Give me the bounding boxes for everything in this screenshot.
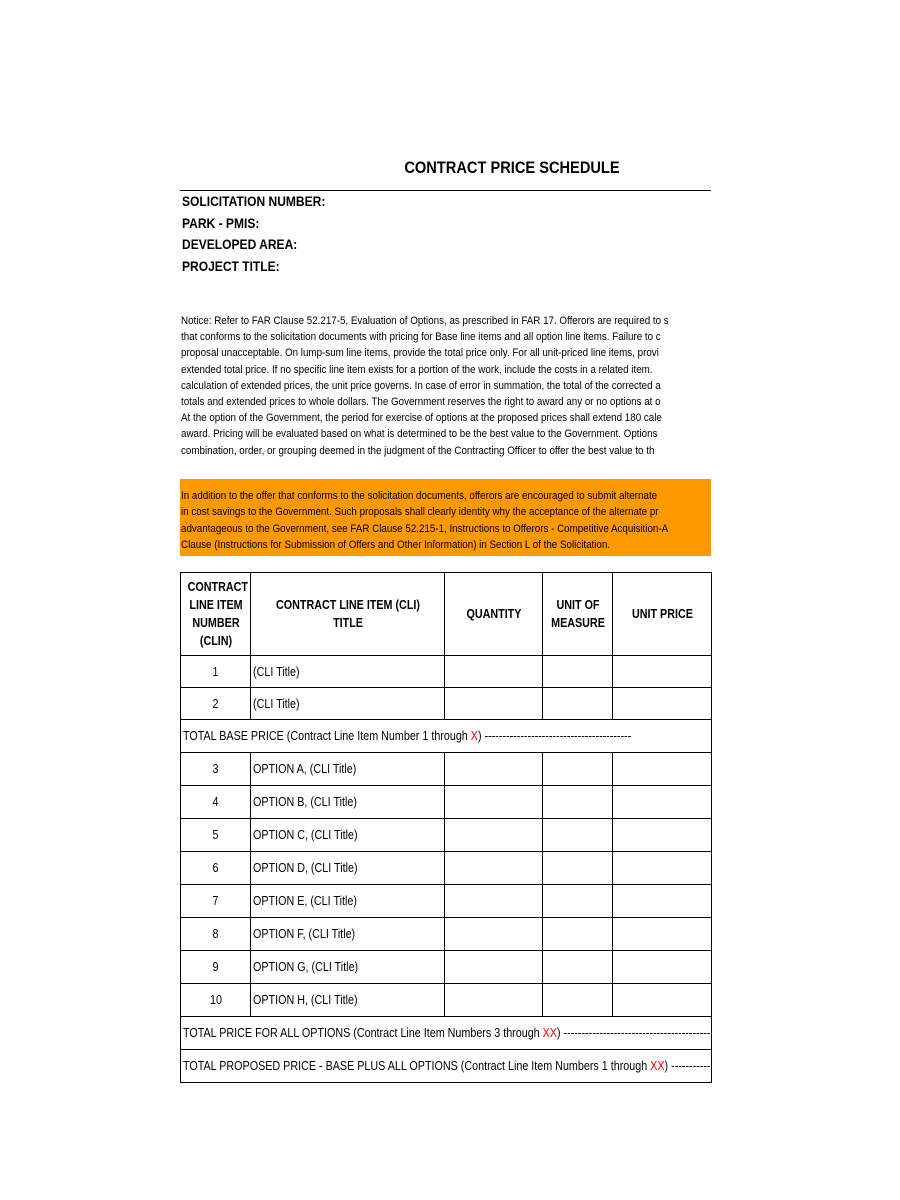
title-cell[interactable]: OPTION H, (CLI Title) bbox=[251, 984, 445, 1017]
total-options-row bbox=[181, 1017, 712, 1050]
quantity-column-header: QUANTITY bbox=[445, 573, 543, 656]
unit-price-cell[interactable] bbox=[613, 852, 712, 885]
clin-cell: 8 bbox=[181, 918, 251, 951]
unit-of-measure-cell[interactable] bbox=[543, 885, 613, 918]
unit-of-measure-cell[interactable] bbox=[543, 786, 613, 819]
quantity-cell[interactable] bbox=[445, 852, 543, 885]
unit-price-cell[interactable] bbox=[613, 656, 712, 688]
table-row bbox=[181, 688, 712, 720]
quantity-cell[interactable] bbox=[445, 885, 543, 918]
placeholder-marker: XX bbox=[650, 1059, 665, 1073]
table-row bbox=[181, 885, 712, 918]
placeholder-marker: XX bbox=[542, 1026, 558, 1040]
clin-cell: 9 bbox=[181, 951, 251, 984]
total-base-price-row bbox=[181, 720, 712, 753]
table-row bbox=[181, 918, 712, 951]
unit-price-cell[interactable] bbox=[613, 786, 712, 819]
park-pmis-label: PARK - PMIS: bbox=[182, 214, 260, 231]
unit-of-measure-cell[interactable] bbox=[543, 984, 613, 1017]
table-row bbox=[181, 819, 712, 852]
clin-cell: 10 bbox=[181, 984, 251, 1017]
quantity-cell[interactable] bbox=[445, 951, 543, 984]
total-proposed-price-cell[interactable]: TOTAL PROPOSED PRICE - BASE PLUS ALL OPTIONS (Contract Line Item Numbers 1 through XX) ----------- bbox=[181, 1050, 712, 1083]
clin-cell: 7 bbox=[181, 885, 251, 918]
clin-cell: 5 bbox=[181, 819, 251, 852]
total-options-cell[interactable]: TOTAL PRICE FOR ALL OPTIONS (Contract Line Item Numbers 3 through XX) ----------------------------------------- bbox=[181, 1017, 712, 1050]
header-fields bbox=[182, 191, 582, 278]
notice-line: proposal unacceptable. On lump-sum line items, provide the total price only. For all unit-priced line items, provi bbox=[181, 347, 659, 360]
unit-price-cell[interactable] bbox=[613, 951, 712, 984]
quantity-cell[interactable] bbox=[445, 918, 543, 951]
notice-line: extended total price. If no specific line item exists for a portion of the work, include the costs in a related item. bbox=[181, 363, 653, 376]
unit-price-cell[interactable] bbox=[613, 885, 712, 918]
placeholder-marker: X bbox=[470, 729, 478, 743]
total-proposed-price-row bbox=[181, 1050, 712, 1083]
unit-of-measure-cell[interactable] bbox=[543, 656, 613, 688]
clin-cell: 2 bbox=[181, 688, 251, 720]
title-cell[interactable]: OPTION B, (CLI Title) bbox=[251, 786, 445, 819]
notice-line: At the option of the Government, the period for exercise of options at the proposed prices shall extend 180 cale bbox=[181, 412, 662, 425]
title-cell[interactable]: OPTION C, (CLI Title) bbox=[251, 819, 445, 852]
unit-price-cell[interactable] bbox=[613, 984, 712, 1017]
unit-of-measure-cell[interactable] bbox=[543, 688, 613, 720]
table-row bbox=[181, 984, 712, 1017]
notice-line: combination, order, or grouping deemed in the judgment of the Contracting Officer to offer the best value to th bbox=[181, 444, 655, 457]
title-column-header: CONTRACT LINE ITEM (CLI) TITLE bbox=[251, 573, 445, 656]
quantity-cell[interactable] bbox=[445, 656, 543, 688]
table-row bbox=[181, 753, 712, 786]
unit-of-measure-cell[interactable] bbox=[543, 753, 613, 786]
total-base-price-cell[interactable]: TOTAL BASE PRICE (Contract Line Item Number 1 through X) ----------------------------------------- bbox=[181, 720, 712, 753]
quantity-cell[interactable] bbox=[445, 688, 543, 720]
unit-of-measure-cell[interactable] bbox=[543, 819, 613, 852]
title-cell[interactable]: (CLI Title) bbox=[251, 688, 445, 720]
title-cell[interactable]: OPTION D, (CLI Title) bbox=[251, 852, 445, 885]
table-row bbox=[181, 656, 712, 688]
alternate-line: In addition to the offer that conforms to the solicitation documents, offerors are encouraged to submit alternate bbox=[181, 490, 658, 502]
unit-of-measure-cell[interactable] bbox=[543, 951, 613, 984]
unit-price-cell[interactable] bbox=[613, 819, 712, 852]
notice-line: award. Pricing will be evaluated based on what is determined to be the best value to the Government. Options bbox=[181, 428, 658, 441]
unit-price-cell[interactable] bbox=[613, 753, 712, 786]
unit-of-measure-cell[interactable] bbox=[543, 852, 613, 885]
unit-price-column-header: UNIT PRICE bbox=[613, 573, 712, 656]
developed-area-label: DEVELOPED AREA: bbox=[182, 236, 298, 253]
notice-line: totals and extended prices to whole dollars. The Government reserves the right to award any or no options at o bbox=[181, 396, 661, 409]
quantity-cell[interactable] bbox=[445, 819, 543, 852]
table-row bbox=[181, 951, 712, 984]
table-row bbox=[181, 786, 712, 819]
title-cell[interactable]: OPTION E, (CLI Title) bbox=[251, 885, 445, 918]
unit-of-measure-column-header: UNIT OF MEASURE bbox=[543, 573, 613, 656]
project-title-label: PROJECT TITLE: bbox=[182, 258, 280, 275]
table-row bbox=[181, 852, 712, 885]
alternate-line: advantageous to the Government, see FAR Clause 52.215-1, Instructions to Offerors - Competitive Acquisition-A bbox=[181, 522, 669, 535]
title-cell[interactable]: OPTION A, (CLI Title) bbox=[251, 753, 445, 786]
quantity-cell[interactable] bbox=[445, 753, 543, 786]
notice-line: that conforms to the solicitation documents with pricing for Base line items and all option line items. Failure to c bbox=[181, 331, 661, 344]
notice-paragraph bbox=[181, 313, 711, 463]
clin-cell: 4 bbox=[181, 786, 251, 819]
title-cell[interactable]: OPTION F, (CLI Title) bbox=[251, 918, 445, 951]
alternate-proposal-notice bbox=[180, 479, 711, 556]
notice-line: calculation of extended prices, the unit price governs. In case of error in summation, the total of the corrected a bbox=[181, 379, 661, 392]
notice-line: Notice: Refer to FAR Clause 52.217-5, Evaluation of Options, as prescribed in FAR 17. Offerors are required to s bbox=[181, 315, 669, 327]
clin-cell: 3 bbox=[181, 753, 251, 786]
clin-cell: 1 bbox=[181, 656, 251, 688]
unit-price-cell[interactable] bbox=[613, 688, 712, 720]
quantity-cell[interactable] bbox=[445, 984, 543, 1017]
quantity-cell[interactable] bbox=[445, 786, 543, 819]
unit-price-cell[interactable] bbox=[613, 918, 712, 951]
unit-of-measure-cell[interactable] bbox=[543, 918, 613, 951]
clin-cell: 6 bbox=[181, 852, 251, 885]
alternate-line: in cost savings to the Government. Such proposals shall clearly identity why the acceptance of the alternate pr bbox=[181, 506, 659, 519]
title-cell[interactable]: (CLI Title) bbox=[251, 656, 445, 688]
alternate-line: Clause (Instructions for Submission of Offers and Other Information) in Section L of the Solicitation. bbox=[181, 538, 611, 551]
clin-column-header: CONTRACT LINE ITEM NUMBER (CLIN) bbox=[181, 573, 251, 656]
price-schedule-table bbox=[180, 572, 712, 1083]
solicitation-number-label: SOLICITATION NUMBER: bbox=[182, 193, 326, 209]
table-header-row bbox=[181, 573, 712, 656]
title-cell[interactable]: OPTION G, (CLI Title) bbox=[251, 951, 445, 984]
page-title: CONTRACT PRICE SCHEDULE bbox=[404, 158, 620, 177]
